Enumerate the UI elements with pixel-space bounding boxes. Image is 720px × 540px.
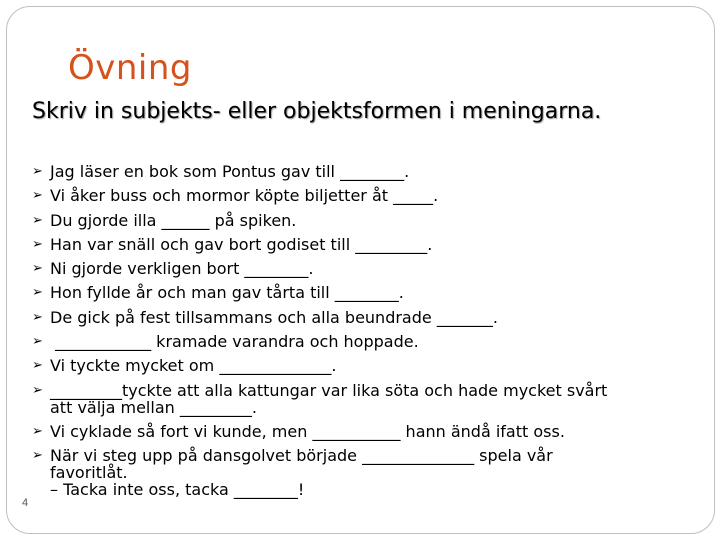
exercise-sentence: Han var snäll och gav bort godiset till _________. <box>50 234 433 254</box>
exercise-sentence: Du gjorde illa ______ på spiken. <box>50 210 297 230</box>
arrow-bullet-icon: ➢ <box>32 164 43 179</box>
arrow-bullet-icon: ➢ <box>32 236 43 252</box>
list-item-continuation <box>32 464 702 481</box>
exercise-sentence: Hon fyllde år och man gav tårta till ________. <box>50 283 404 303</box>
arrow-bullet-icon: ➢ <box>32 334 43 350</box>
list-item-continuation <box>32 399 702 423</box>
list-item <box>32 382 702 399</box>
exercise-sentence-continuation: att välja mellan _________. <box>50 397 257 417</box>
list-item <box>32 447 702 464</box>
list-item <box>32 212 702 236</box>
exercise-sentence: ____________ kramade varandra och hoppade. <box>50 332 419 352</box>
list-item <box>32 309 702 333</box>
exercise-sentence: – Tacka inte oss, tacka ________! <box>50 480 305 500</box>
exercise-sentence: Vi åker buss och mormor köpte biljetter åt _____. <box>50 186 439 206</box>
list-item <box>32 423 702 447</box>
arrow-bullet-icon: ➢ <box>32 212 43 228</box>
exercise-sentence-continuation: favoritlåt. <box>50 463 128 483</box>
arrow-bullet-icon: ➢ <box>32 261 43 277</box>
list-item <box>32 481 702 505</box>
list-item <box>32 236 702 260</box>
list-item <box>32 163 702 187</box>
exercise-sentence: De gick på fest tillsammans och alla beundrade _______. <box>50 307 498 327</box>
exercise-sentence: _________tyckte att alla kattungar var lika söta och hade mycket svårt <box>50 380 608 400</box>
list-item <box>32 357 702 381</box>
list-item <box>32 333 702 357</box>
arrow-bullet-icon: ➢ <box>32 358 43 374</box>
slide-subtitle: Skriv in subjekts- eller objektsformen i meningarna. <box>32 99 602 124</box>
arrow-bullet-icon: ➢ <box>32 285 43 301</box>
page-number: 4 <box>22 497 29 509</box>
list-item <box>32 260 702 284</box>
exercise-sentence: Vi cyklade så fort vi kunde, men ___________ hann ändå ifatt oss. <box>50 421 565 441</box>
exercise-sentence: Jag läser en bok som Pontus gav till ________. <box>50 162 410 181</box>
slide-title: Övning <box>68 48 193 88</box>
arrow-bullet-icon: ➢ <box>32 382 43 398</box>
arrow-bullet-icon: ➢ <box>32 448 43 464</box>
list-item <box>32 187 702 211</box>
arrow-bullet-icon: ➢ <box>32 423 43 439</box>
arrow-bullet-icon: ➢ <box>32 188 43 204</box>
arrow-bullet-icon: ➢ <box>32 309 43 325</box>
exercise-sentence: Ni gjorde verkligen bort ________. <box>50 259 314 279</box>
exercise-sentence: Vi tyckte mycket om ______________. <box>50 356 337 376</box>
exercise-sentence: När vi steg upp på dansgolvet började ______________ spela vår <box>50 446 553 466</box>
list-item <box>32 284 702 308</box>
exercise-list <box>32 163 702 506</box>
